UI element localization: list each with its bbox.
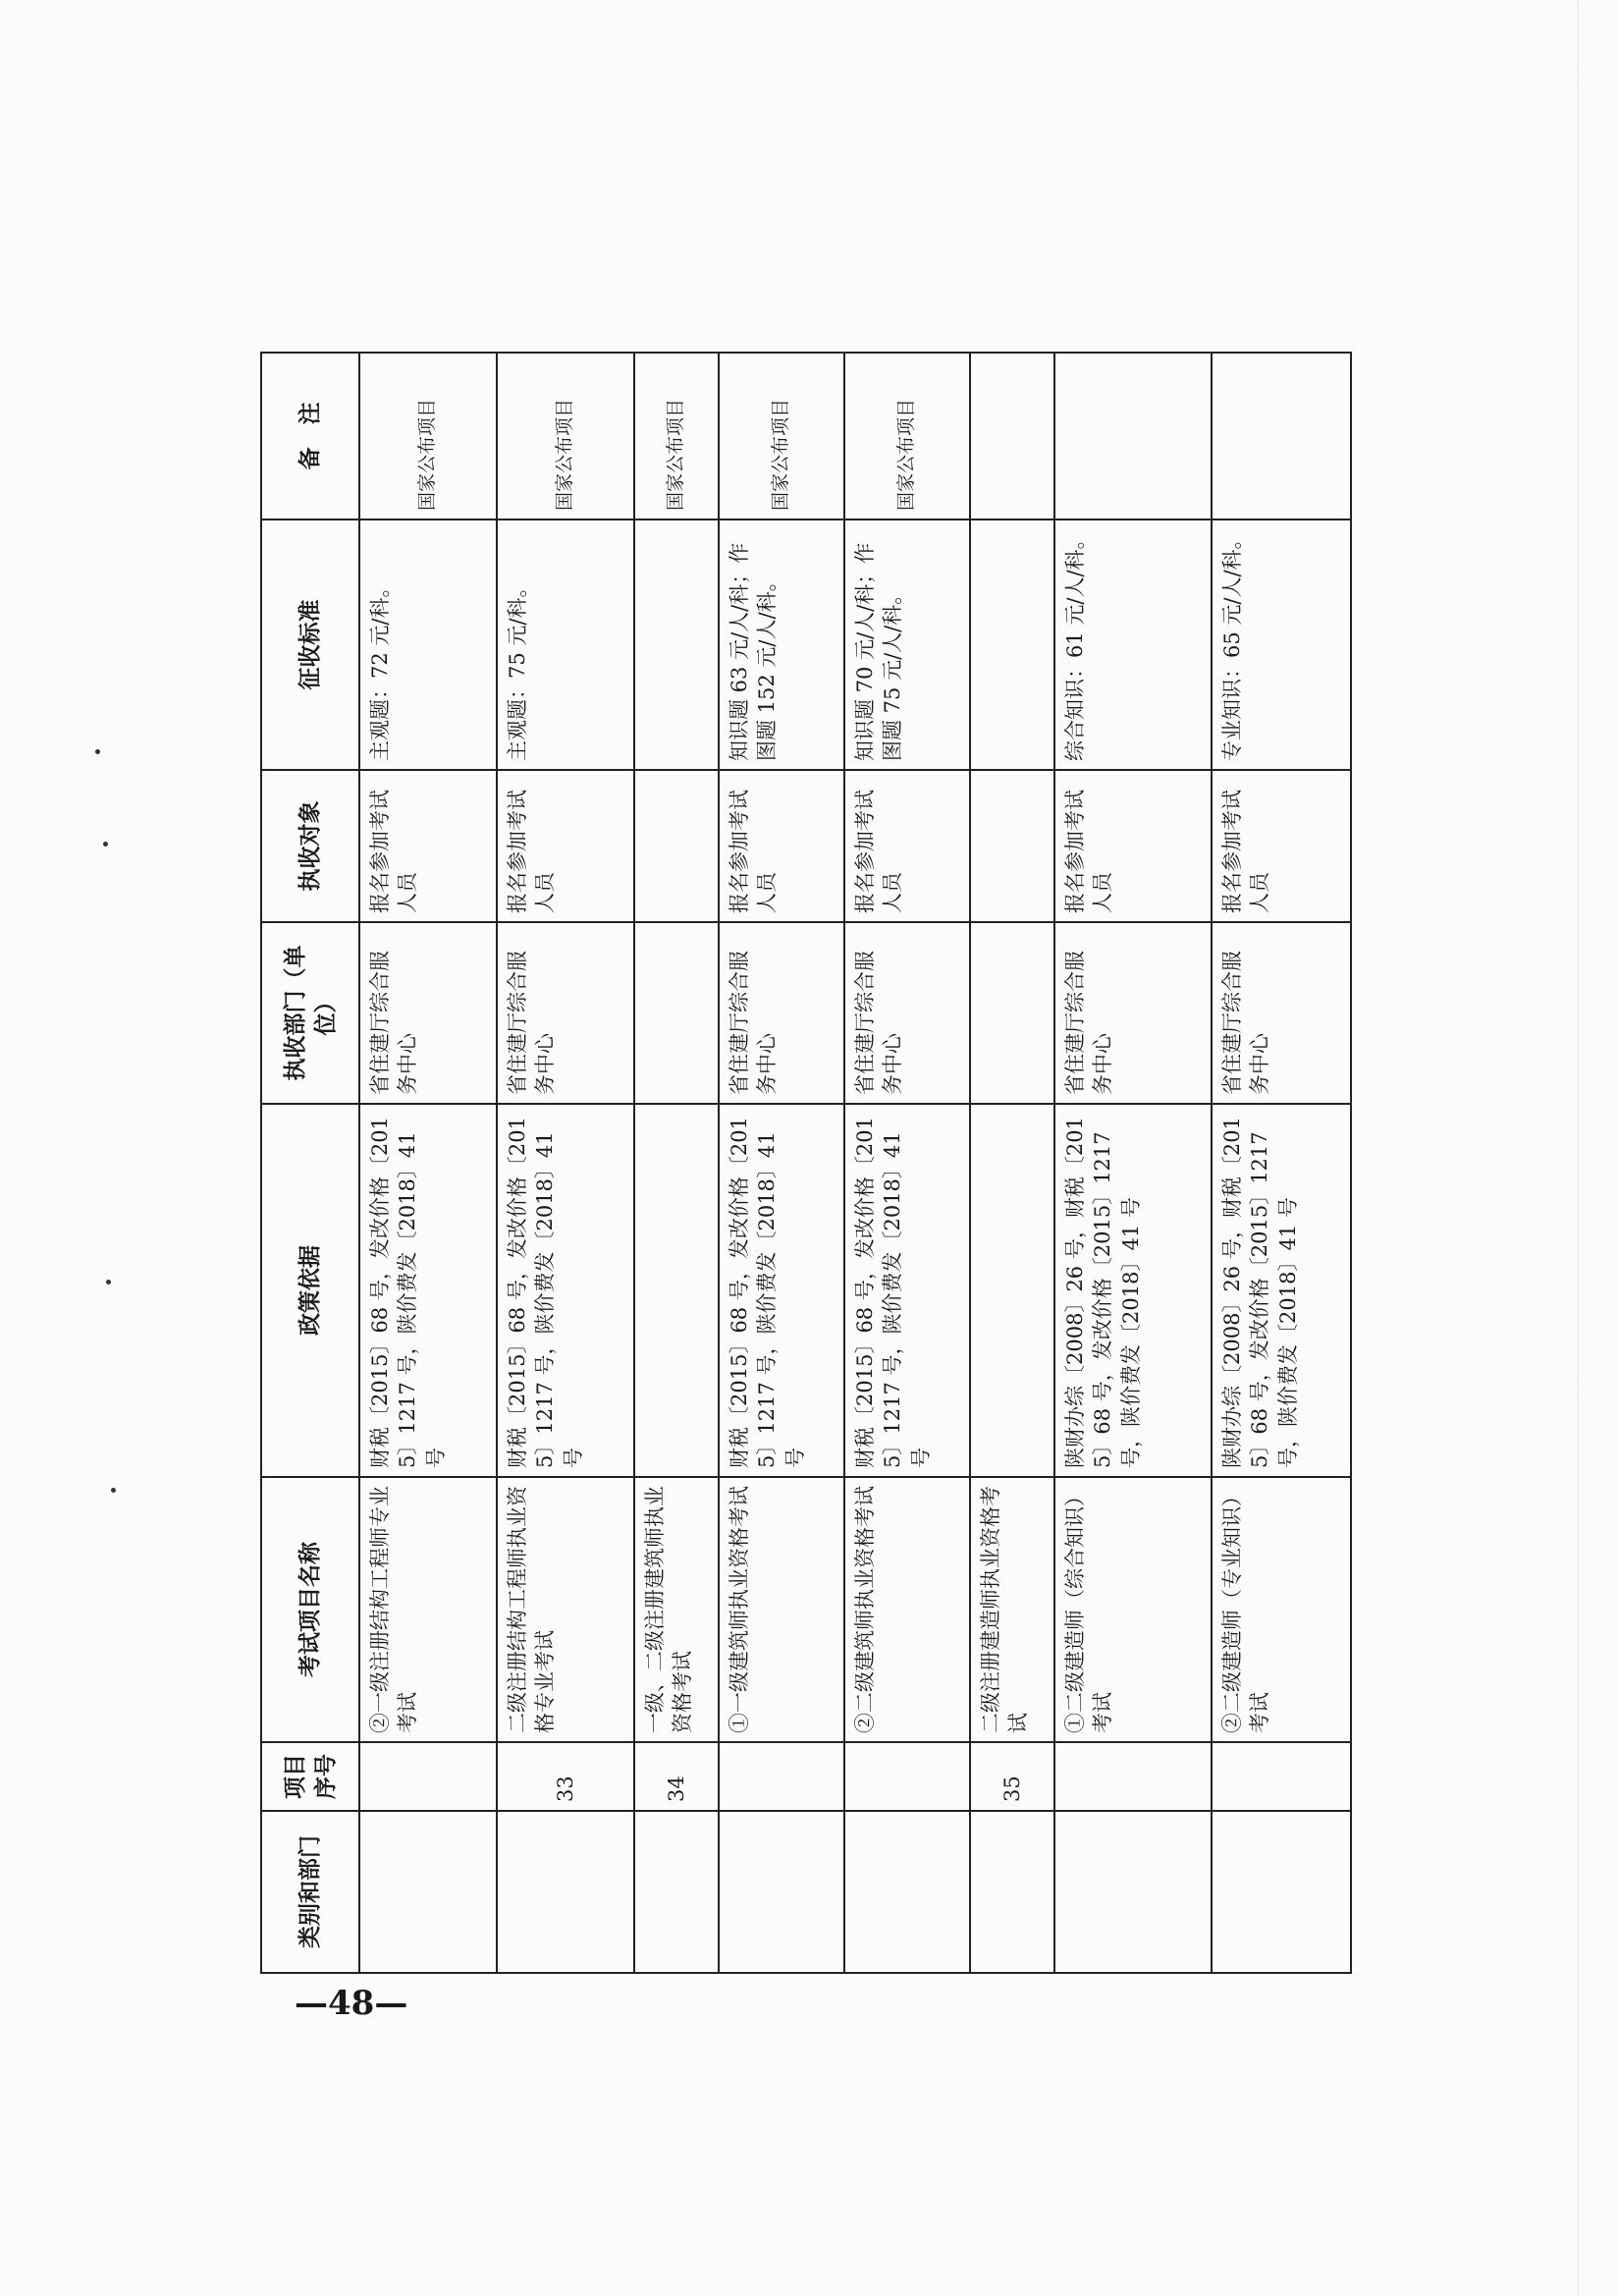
cell-policy: 陕财办综〔2008〕26 号，财税〔2015〕68 号，发改价格〔2015〕1217 号，陕价费发〔2018〕41 号 [1054, 1104, 1212, 1477]
cell-standard: 主观题：75 元/科。 [497, 519, 634, 770]
header-standard: 征收标准 [261, 519, 359, 770]
cell-target: 报名参加考试人员 [497, 770, 634, 922]
cell-category [844, 1811, 970, 1973]
table-row [1212, 353, 1351, 1973]
table-row [970, 353, 1054, 1973]
cell-dept [970, 922, 1054, 1104]
cell-dept: 省住建厅综合服务中心 [1212, 922, 1351, 1104]
cell-category [1054, 1811, 1212, 1973]
fee-table [260, 352, 1352, 1974]
cell-remark [1212, 353, 1351, 519]
cell-dept: 省住建厅综合服务中心 [719, 922, 844, 1104]
cell-remark: 国家公布项目 [719, 353, 844, 519]
cell-standard: 知识题 70 元/人/科；作图题 75 元/人/科。 [844, 519, 970, 770]
header-remark: 备 注 [261, 353, 359, 519]
cell-policy: 陕财办综〔2008〕26 号，财税〔2015〕68 号，发改价格〔2015〕1217 号，陕价费发〔2018〕41 号 [1212, 1104, 1351, 1477]
cell-policy [634, 1104, 719, 1477]
cell-num [719, 1742, 844, 1811]
cell-target [970, 770, 1054, 922]
header-target: 执收对象 [261, 770, 359, 922]
cell-category [497, 1811, 634, 1973]
cell-category [1212, 1811, 1351, 1973]
table-row [634, 353, 719, 1973]
page-number: —48— [295, 1984, 408, 2023]
cell-policy: 财税〔2015〕68 号，发改价格〔2015〕1217 号，陕价费发〔2018〕41 号 [844, 1104, 970, 1477]
cell-category [719, 1811, 844, 1973]
cell-dept: 省住建厅综合服务中心 [359, 922, 497, 1104]
cell-name: 二级注册结构工程师执业资格专业考试 [497, 1477, 634, 1742]
table-row [844, 353, 970, 1973]
table-row [719, 353, 844, 1973]
cell-dept: 省住建厅综合服务中心 [1054, 922, 1212, 1104]
header-dept: 执收部门（单位） [261, 922, 359, 1104]
table-row [1054, 353, 1212, 1973]
cell-standard: 专业知识：65 元/人/科。 [1212, 519, 1351, 770]
cell-remark [970, 353, 1054, 519]
table-header-row [261, 353, 359, 1973]
cell-target: 报名参加考试人员 [1212, 770, 1351, 922]
cell-name: ②一级注册结构工程师专业考试 [359, 1477, 497, 1742]
cell-category [634, 1811, 719, 1973]
cell-remark [1054, 353, 1212, 519]
cell-num [359, 1742, 497, 1811]
cell-target: 报名参加考试人员 [1054, 770, 1212, 922]
cell-dept [634, 922, 719, 1104]
cell-target: 报名参加考试人员 [359, 770, 497, 922]
header-num: 项目序号 [261, 1742, 359, 1811]
header-name: 考试项目名称 [261, 1477, 359, 1742]
cell-remark: 国家公布项目 [634, 353, 719, 519]
cell-category [970, 1811, 1054, 1973]
scan-speck [103, 842, 108, 847]
cell-num [1054, 1742, 1212, 1811]
scan-edge-noise [1578, 0, 1618, 2296]
cell-num [844, 1742, 970, 1811]
rotated-fee-table [260, 354, 1350, 1974]
cell-standard [970, 519, 1054, 770]
header-policy: 政策依据 [261, 1104, 359, 1477]
cell-name: ②二级建造师（专业知识）考试 [1212, 1477, 1351, 1742]
cell-num: 35 [970, 1742, 1054, 1811]
cell-name: ①二级建造师（综合知识）考试 [1054, 1477, 1212, 1742]
scan-speck [111, 1488, 116, 1493]
header-category: 类别和部门 [261, 1811, 359, 1973]
scan-speck [95, 749, 100, 754]
cell-remark: 国家公布项目 [359, 353, 497, 519]
cell-num: 33 [497, 1742, 634, 1811]
cell-num [1212, 1742, 1351, 1811]
cell-target: 报名参加考试人员 [719, 770, 844, 922]
cell-dept: 省住建厅综合服务中心 [497, 922, 634, 1104]
scan-speck [106, 1280, 111, 1285]
cell-name: ②二级建筑师执业资格考试 [844, 1477, 970, 1742]
cell-standard [634, 519, 719, 770]
cell-standard: 综合知识：61 元/人/科。 [1054, 519, 1212, 770]
cell-policy: 财税〔2015〕68 号，发改价格〔2015〕1217 号，陕价费发〔2018〕41 号 [719, 1104, 844, 1477]
cell-standard: 知识题 63 元/人/科；作图题 152 元/人/科。 [719, 519, 844, 770]
table-row [497, 353, 634, 1973]
cell-name: ①一级建筑师执业资格考试 [719, 1477, 844, 1742]
cell-dept: 省住建厅综合服务中心 [844, 922, 970, 1104]
cell-num: 34 [634, 1742, 719, 1811]
cell-name: 二级注册建造师执业资格考试 [970, 1477, 1054, 1742]
cell-remark: 国家公布项目 [497, 353, 634, 519]
cell-category [359, 1811, 497, 1973]
cell-standard: 主观题：72 元/科。 [359, 519, 497, 770]
cell-policy: 财税〔2015〕68 号，发改价格〔2015〕1217 号，陕价费发〔2018〕41 号 [359, 1104, 497, 1477]
cell-target [634, 770, 719, 922]
cell-remark: 国家公布项目 [844, 353, 970, 519]
cell-name: 一级、二级注册建筑师执业资格考试 [634, 1477, 719, 1742]
cell-policy [970, 1104, 1054, 1477]
table-row [359, 353, 497, 1973]
cell-policy: 财税〔2015〕68 号，发改价格〔2015〕1217 号，陕价费发〔2018〕41 号 [497, 1104, 634, 1477]
cell-target: 报名参加考试人员 [844, 770, 970, 922]
